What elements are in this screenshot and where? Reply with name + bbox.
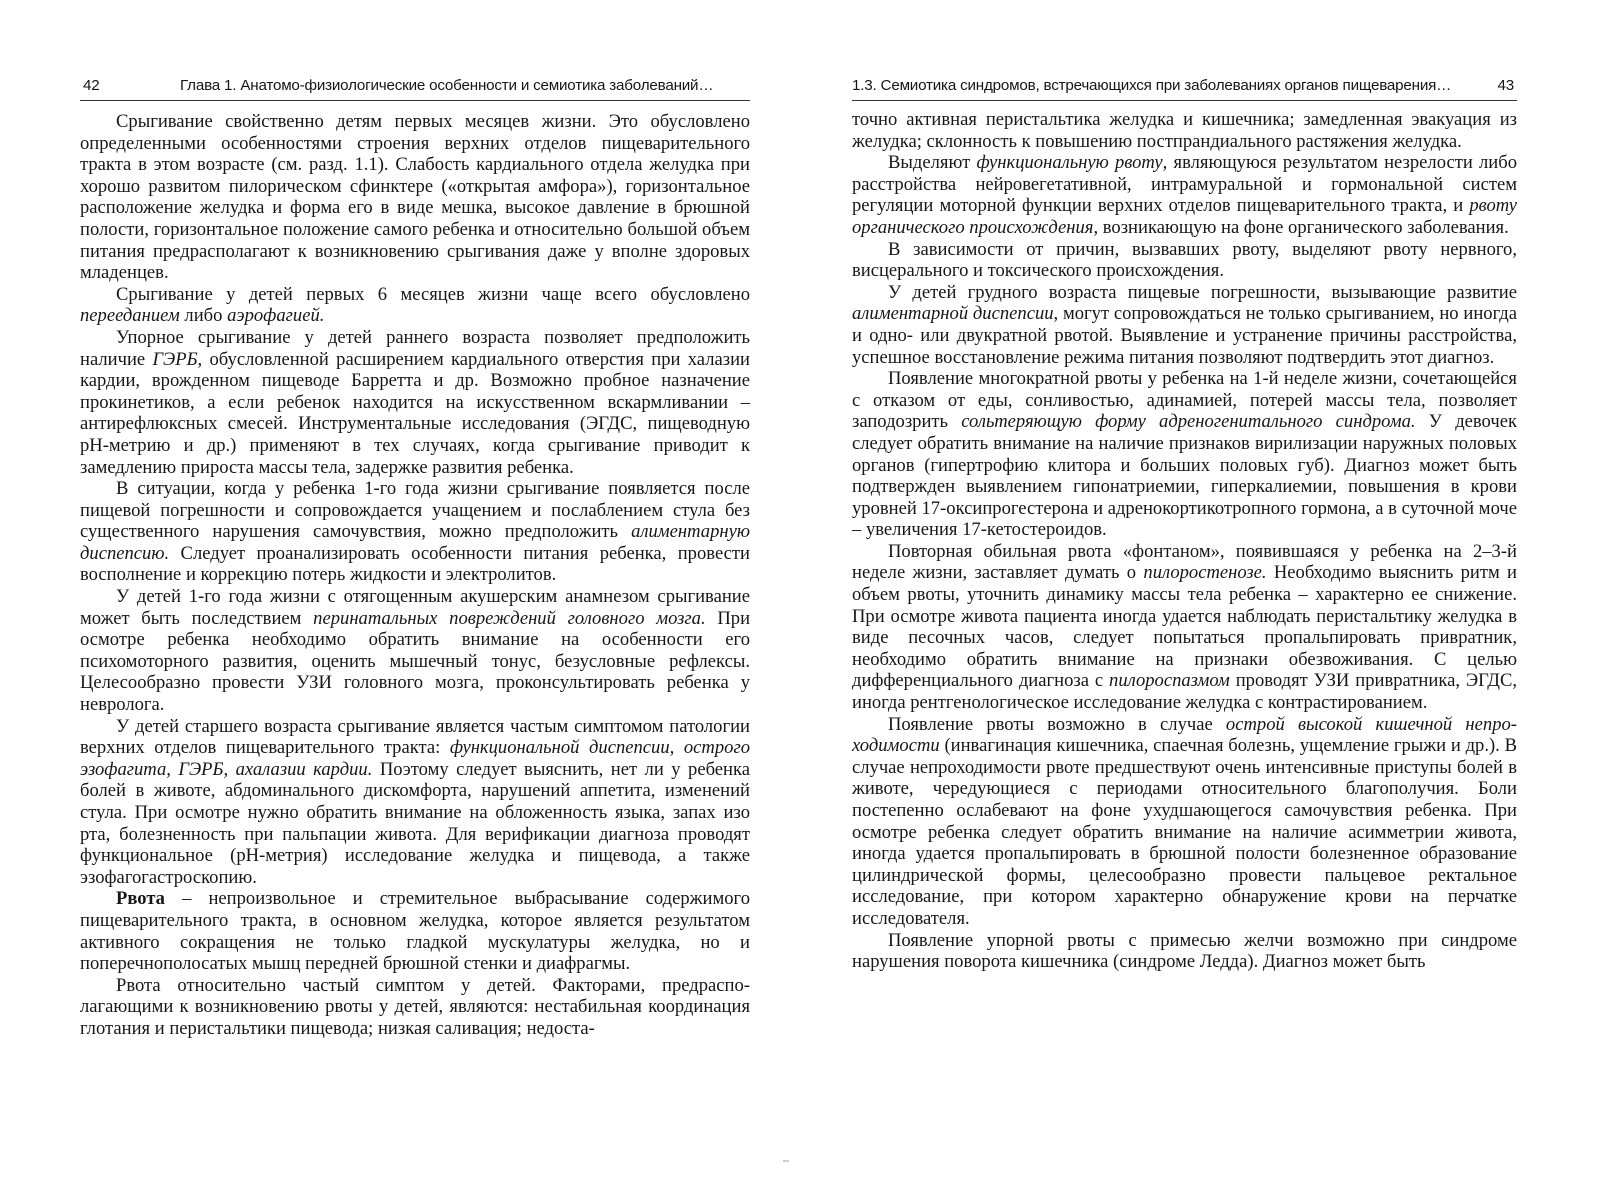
paragraph: [852, 282, 1517, 368]
bold-term: Рвота: [116, 888, 165, 910]
paragraph: [80, 888, 750, 974]
left-page: [80, 74, 750, 1166]
text-run: У детей 1-го года жизни с отягощенным акушерским анамнезом срыгивание может быть последствием: [80, 586, 750, 629]
italic-term: сольтеряющую форму адреногенитального синдрома.: [961, 411, 1416, 433]
italic-term: аэрофагией.: [227, 305, 325, 327]
text-run: , возникающую на фоне органического заболевания.: [1093, 216, 1509, 238]
paragraph: [80, 284, 750, 327]
italic-term: острой высокой кишечной непроходимости: [852, 713, 1517, 757]
italic-term: функциональной диспепсии, острого эзофагита, ГЭРБ, ахалазии кардии.: [80, 737, 750, 780]
paragraph: [852, 109, 1517, 152]
text-run: Упорное срыгивание у детей раннего возраста позволяет предположить наличие: [80, 326, 750, 370]
text-run: , могут сопровождаться не только срыгиванием, но иногда и одно- или двукратной рвотой. Выявление и устранение причины расстройства, успешное восстановление режима питания позволяют подтвердить этот диагноз.: [852, 303, 1517, 368]
italic-term: пилоростенозе.: [1143, 562, 1267, 584]
text-run: Появление упорной рвоты с примесью желчи возможно при синдроме нарушения поворота кишечника (синдроме Ледда). Диагноз может быть: [852, 929, 1517, 973]
text-run: Следует проанализировать особенности питания ребенка, провести восполнение и коррекцию потерь жидкости и электролитов.: [80, 542, 750, 586]
text-run: проводят УЗИ привратника, ЭГДС, иногда рентгенологическое исследование желудка с контрастированием.: [852, 670, 1517, 714]
italic-term: перееданием: [80, 305, 180, 327]
page-number-right: 43: [1497, 77, 1514, 94]
text-run: У детей старшего возраста срыгивание является частым симптомом патологии верхних отделов пищеварительного тракта:: [80, 715, 750, 759]
paragraph: [80, 975, 750, 1040]
text-run: , являющуюся результатом незрелости либо расстройства нейровегетативной, интрамуральной и гормональной систем регуляции моторной функции верхних отделов пищеварительного тракта, и: [852, 152, 1518, 217]
italic-term: алиментарную диспепсию.: [80, 521, 750, 564]
page-number-left: 42: [83, 77, 100, 94]
text-run: либо: [179, 305, 228, 327]
paragraph: [852, 368, 1517, 541]
paragraph: [852, 152, 1517, 238]
text-run: В ситуации, когда у ребенка 1-го года жизни срыгивание появляется после пищевой погрешности и сопровождается учащением и послаблением стула без существенного нарушения самочувствия, можно предположить: [80, 478, 750, 543]
paragraph: [80, 478, 750, 586]
text-run: В зависимости от причин, вызвавших рвоту, выделяют рвоту нервного, висцерального и токсического происхождения.: [852, 238, 1517, 282]
text-run: При осмотре ребенка необходимо обратить внимание на особенности его психомоторного развития, оценить мышечный тонус, безусловные рефлексы. Целесообразно провести УЗИ головного мозга, проконсультировать ребенка у невролога.: [80, 607, 751, 716]
text-run: Выделяют: [888, 152, 977, 174]
italic-term: перинатальных повреждений головного мозга.: [313, 607, 706, 629]
text-run: Поэтому следует выяснить, нет ли у ребенка болей в животе, абдоминального дискомфорта, нарушений аппетита, изменений стула. При осмотре нужно обратить внимание на обложенность языка, запах изо рта, болезненность при пальпации живота. Для верификации диагноза проводят функциональное (рН-метрия) исследование желудка и пищевода, а также эзофагогастроскопию.: [80, 758, 750, 888]
text-run: – непроизвольное и стремительное выбрасывание содержимого пищеварительного тракта, в основном желудка, которое является результатом активного сокращения не только гладкой мускулатуры желудка, но и поперечнополосатых мышц передней брюшной стенки и диафрагмы.: [80, 888, 750, 975]
paragraph: [80, 327, 750, 478]
paragraph: [80, 716, 750, 889]
text-run: (инвагинация кишечника, спаечная болезнь, ущемление грыжи и др.). В случае непроходимости рвоте предшествуют очень интенсивные приступы болей в животе, чередующиеся с периодами относительного благополучия. Боли постепенно ослабевают на фоне ухудшающегося самочувствия ребенка. При осмотре ребенка следует обратить внимание на наличие асимметрии живота, иногда удается пропальпировать в брюшной полости болезненное образование цилиндрической формы, целесообразно провести пальцевое ректальное исследование, при котором характерно обнаружение крови на перчатке исследователя.: [852, 735, 1517, 929]
left-page-body: [80, 111, 750, 1040]
text-run: точно активная перистальтика желудка и кишечника; замедленная эвакуация из желудка; склонность к повышению постпрандиального растяжения желудка.: [852, 109, 1517, 152]
text-run: Появление многократной рвоты у ребенка на 1-й неделе жизни, сочетающейся с отказом от еды, сонливостью, адинамией, потерей массы тела, позволяет заподозрить: [852, 368, 1517, 433]
text-run: Рвота относительно частый симптом у детей. Факторами, предрасполагающими к возникновению рвоты у детей, являются: нестабильная координация глотания и перистальтики пищевода; низкая саливация; недоста-: [80, 974, 750, 1039]
running-head-left: [80, 74, 750, 101]
paragraph: [852, 930, 1517, 973]
text-run: , обусловленной расширением кардиального отверстия при халазии кардии, врожденном пищеводе Барретта и др. Возможно пробное назначение прокинетиков, а если ребенок находится на искусственном вскармливании – антирефлюксных смесей. Инструментальные исследования (ЭГДС, пищеводную рН-метрию и др.) применяют в тех случаях, когда срыгивание приводит к замедлению прироста массы тела, задержке развития ребенка.: [80, 348, 750, 478]
italic-term: функциональную рвоту: [976, 152, 1163, 174]
text-run: Срыгивание свойственно детям первых месяцев жизни. Это обусловлено определенными особенностями строения верхних отделов пищеварительного тракта в этом возрасте (см. разд. 1.1). Слабость кардиального отдела желудка при хорошо развитом пилорическом сфинктере («открытая амфора»), горизонтальное расположение желудка и форма его в виде мешка, высокое давление в брюшной полости, горизонтальное положение самого ребенка и относительно большой объем питания предрасполагают к возникновению срыгивания даже у вполне здоровых младенцев.: [80, 111, 750, 284]
section-title: 1.3. Семиотика синдромов, встречающихся при заболеваниях органов пищеварения…: [852, 77, 1452, 94]
italic-term: пилороспазмом: [1109, 670, 1230, 692]
italic-term: алиментарной диспепсии: [852, 303, 1054, 325]
paragraph: [80, 586, 750, 716]
text-run: У детей грудного возраста пищевые погрешности, вызывающие развитие: [888, 281, 1517, 303]
paragraph: [852, 541, 1517, 714]
text-run: Появление рвоты возможно в случае: [888, 713, 1226, 735]
book-spine-mark: [783, 1160, 789, 1162]
chapter-title: Глава 1. Анатомо-физиологические особенности и семиотика заболеваний…: [180, 77, 714, 94]
text-run: У девочек следует обратить внимание на наличие признаков вирилизации наружных половых органов (гипертрофию клитора и больших половых губ). Диагноз может быть подтвержден выявлением гипонатриемии, гиперкалиемии, повышения в крови уровней 17-оксипрогестерона и адренокортикотропного гормона, а в суточной моче – увеличения 17-кетостероидов.: [852, 411, 1518, 541]
paragraph: [852, 239, 1517, 282]
right-page: [852, 74, 1517, 1166]
text-run: Необходимо выяснить ритм и объем рвоты, уточнить динамику массы тела ребенка – характерно ее снижение. При осмотре живота пациента иногда удается наблюдать перистальтику желудка в виде песочных часов, следует попытаться пропальпировать привратник, необходимо обратить внимание на признаки обезвоживания. С целью дифференциального диагноза с: [852, 562, 1517, 692]
text-run: Повторная обильная рвота «фонтаном», появившаяся у ребенка на 2–3-й неделе жизни, заставляет думать о: [852, 540, 1517, 584]
paragraph: [80, 111, 750, 284]
text-run: Срыгивание у детей первых 6 месяцев жизни чаще всего обусловлено: [116, 283, 750, 305]
right-page-body: [852, 109, 1517, 973]
paragraph: [852, 714, 1517, 930]
italic-term: рвоту органического происхождения: [852, 195, 1517, 238]
running-head-right: [852, 74, 1517, 101]
italic-term: ГЭРБ: [152, 348, 198, 370]
